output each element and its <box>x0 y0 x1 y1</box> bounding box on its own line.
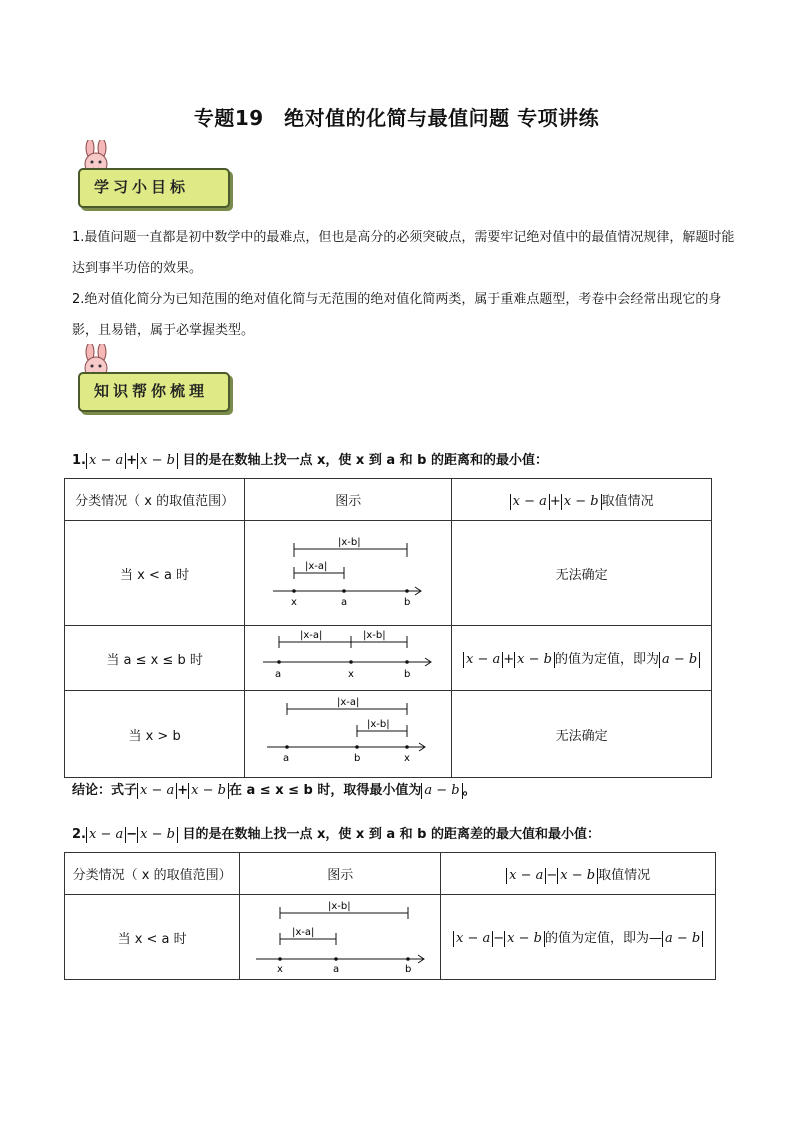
header-value: x − a − x − b 取值情况 <box>441 853 716 895</box>
diagram-cell <box>245 626 452 691</box>
value-cell: x − a + x − b 的值为定值，即为 a − b <box>452 626 712 691</box>
svg-text:|x-b|: |x-b| <box>338 537 361 548</box>
svg-text:b: b <box>405 964 412 975</box>
svg-text:|x-a|: |x-a| <box>305 561 328 572</box>
header-diagram: 图示 <box>245 479 452 521</box>
page-title: 专题19 绝对值的化简与最值问题 专项讲练 <box>193 106 600 130</box>
svg-text:a: a <box>283 753 290 764</box>
section-1-heading: 1. x − a + x − b 目的是在数轴上找一点 x，使 x 到 a 和 b 的距离和的最小值： <box>72 453 549 468</box>
table-difference <box>64 852 716 980</box>
svg-text:b: b <box>404 597 411 608</box>
svg-text:a: a <box>275 669 282 680</box>
svg-text:|x-b|: |x-b| <box>367 719 390 730</box>
value-cell: x − a − x − b 的值为定值，即为— a − b <box>441 895 716 980</box>
svg-text:|x-b|: |x-b| <box>328 901 351 912</box>
value-cell: 无法确定 <box>452 521 712 626</box>
header-diagram: 图示 <box>240 853 441 895</box>
svg-text:|x-b|: |x-b| <box>363 630 386 641</box>
svg-text:|x-a|: |x-a| <box>337 697 360 708</box>
badge-learning-goals <box>72 148 230 198</box>
number-line-diagram <box>245 626 451 686</box>
header-value: x − a + x − b 取值情况 <box>452 479 712 521</box>
header-case: 分类情况（ x 的取值范围） <box>65 853 240 895</box>
svg-text:a: a <box>341 597 348 608</box>
badge-knowledge-review <box>72 352 230 402</box>
case-cell: 当 a ≤ x ≤ b 时 <box>65 626 245 691</box>
diagram-cell <box>240 895 441 980</box>
case-cell: 当 x < a 时 <box>65 895 240 980</box>
badge-label: 知识帮你梳理 <box>94 382 209 400</box>
number-line-diagram <box>240 895 440 975</box>
goal-1: 1.最值问题一直都是初中数学中的最难点，但也是高分的必须突破点，需要牢记绝对值中的最值情况规律，解题时能达到事半功倍的效果。 <box>72 230 735 276</box>
number-line-diagram <box>245 521 451 621</box>
diagram-cell <box>245 521 452 626</box>
svg-text:x: x <box>277 964 284 975</box>
svg-text:b: b <box>354 753 361 764</box>
svg-text:x: x <box>291 597 298 608</box>
diagram-cell <box>245 691 452 778</box>
svg-text:b: b <box>404 669 411 680</box>
value-cell: 无法确定 <box>452 691 712 778</box>
case-cell: 当 x < a 时 <box>65 521 245 626</box>
svg-text:|x-a|: |x-a| <box>292 927 315 938</box>
svg-text:a: a <box>333 964 340 975</box>
goal-2: 2.绝对值化简分为已知范围的绝对值化简与无范围的绝对值化简两类，属于重难点题型，考卷中会经常出现它的身影，且易错，属于必掌握类型。 <box>72 292 722 338</box>
header-case: 分类情况（ x 的取值范围） <box>65 479 245 521</box>
case-cell: 当 x > b <box>65 691 245 778</box>
badge-label: 学习小目标 <box>94 178 190 196</box>
table-sum <box>64 478 712 778</box>
svg-text:x: x <box>404 753 411 764</box>
svg-text:x: x <box>348 669 355 680</box>
conclusion: 结论：式子 x − a + x − b 在 a ≤ x ≤ b 时，取得最小值为 a − b 。 <box>72 783 476 798</box>
svg-text:|x-a|: |x-a| <box>300 630 323 641</box>
section-2-heading: 2. x − a − x − b 目的是在数轴上找一点 x，使 x 到 a 和 b 的距离差的最大值和最小值： <box>72 827 601 842</box>
number-line-diagram <box>245 691 451 773</box>
